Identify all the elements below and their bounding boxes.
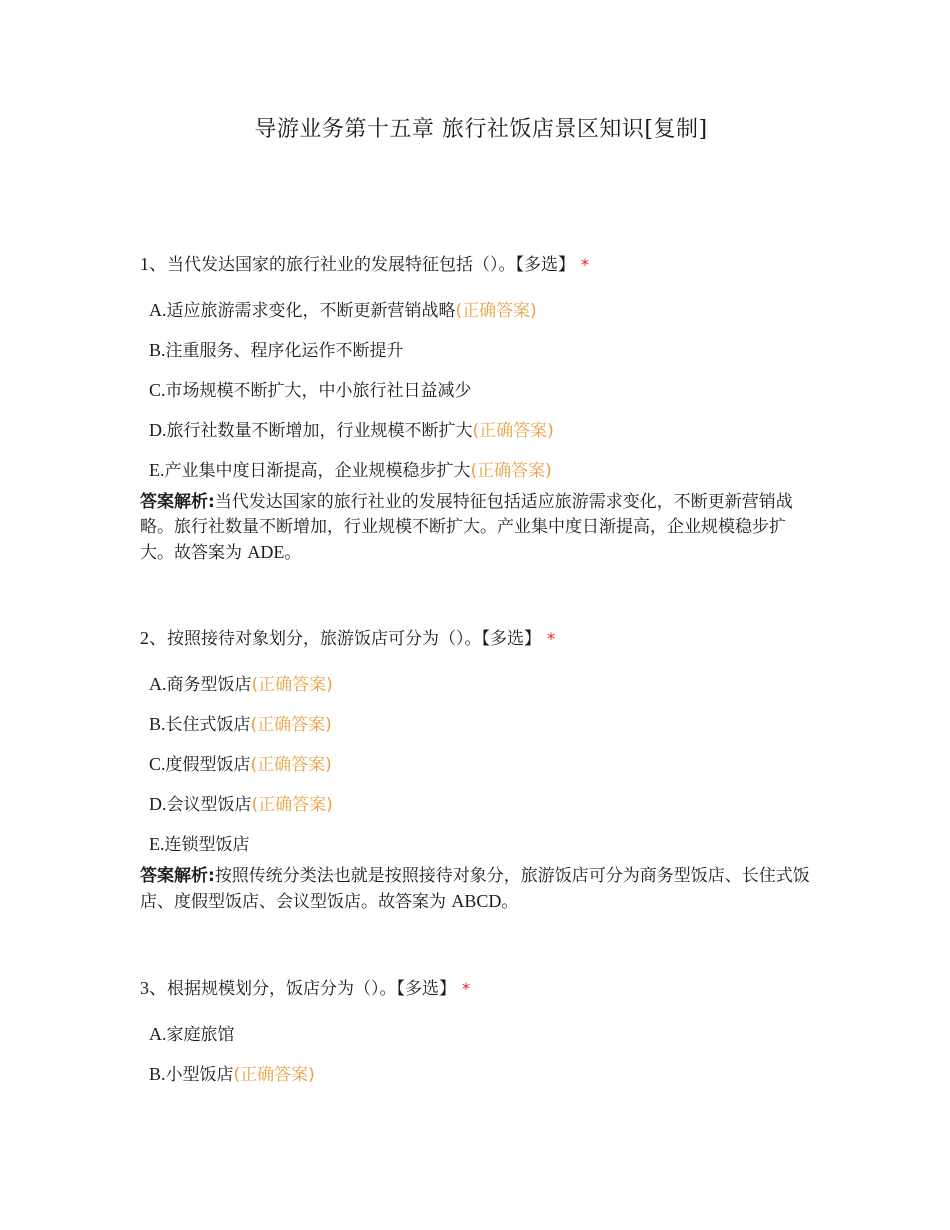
option-b [149, 338, 820, 362]
correct-answer-tag: (正确答案) [250, 755, 332, 775]
option-list [140, 1022, 820, 1086]
option-b [149, 712, 820, 736]
option-text: 长住式饭店 [165, 715, 251, 735]
option-e [149, 832, 820, 856]
option-e [149, 458, 820, 482]
correct-answer-tag: (正确答案) [470, 461, 552, 481]
option-text: 连锁型饭店 [164, 835, 250, 855]
document-title: 导游业务第十五章 旅行社饭店景区知识[复制] [254, 117, 708, 142]
correct-answer-tag: (正确答案) [455, 301, 537, 321]
question-number: 2、 [140, 628, 167, 648]
required-asterisk: * [581, 255, 589, 274]
option-letter: B. [149, 340, 166, 360]
correct-answer-tag: (正确答案) [250, 715, 332, 735]
option-list [140, 298, 820, 482]
question-number: 3、 [140, 978, 167, 998]
answer-analysis [140, 864, 815, 915]
option-letter: B. [149, 714, 166, 734]
option-letter: B. [149, 1064, 166, 1084]
option-letter: A. [149, 674, 167, 694]
required-asterisk: * [547, 629, 555, 648]
analysis-end: 。 [501, 892, 519, 912]
correct-answer-tag: (正确答案) [251, 675, 333, 695]
option-letter: D. [149, 420, 167, 440]
question-title [140, 976, 820, 1000]
option-a [149, 1022, 820, 1046]
question-number: 1、 [140, 254, 167, 274]
option-text: 家庭旅馆 [166, 1025, 235, 1045]
correct-answer-tag: (正确答案) [233, 1065, 315, 1085]
option-text: 会议型饭店 [166, 795, 252, 815]
analysis-text: 当代发达国家的旅行社业的发展特征包括适应旅游需求变化，不断更新营销战略。旅行社数量不断增加，行业规模不断扩大。产业集中度日渐提高，企业规模稳步扩大。故答案为 [140, 492, 793, 563]
correct-answer-tag: (正确答案) [251, 795, 333, 815]
answer-analysis [140, 490, 815, 566]
option-letter: D. [149, 794, 167, 814]
option-text: 产业集中度日渐提高，企业规模稳步扩大 [164, 461, 471, 481]
option-c [149, 752, 820, 776]
analysis-answer: ADE [247, 542, 285, 562]
option-d [149, 792, 820, 816]
analysis-text: 按照传统分类法也就是按照接待对象分，旅游饭店可分为商务型饭店、长住式饭店、度假型饭店、会议型饭店。故答案为 [140, 866, 810, 912]
option-b [149, 1062, 820, 1086]
option-text: 注重服务、程序化运作不断提升 [165, 341, 404, 361]
option-a [149, 298, 820, 322]
question-title [140, 252, 820, 276]
question-text: 按照接待对象划分，旅游饭店可分为（）。【多选】 [167, 629, 541, 649]
option-letter: C. [149, 380, 166, 400]
option-letter: A. [149, 1024, 167, 1044]
option-d [149, 418, 820, 442]
question-text: 当代发达国家的旅行社业的发展特征包括（）。【多选】 [167, 255, 575, 275]
question-1 [140, 252, 820, 566]
option-text: 适应旅游需求变化，不断更新营销战略 [166, 301, 456, 321]
option-list [140, 672, 820, 856]
question-3 [140, 976, 820, 1102]
option-text: 小型饭店 [165, 1065, 234, 1085]
correct-answer-tag: (正确答案) [472, 421, 554, 441]
analysis-label: 答案解析: [140, 866, 215, 886]
analysis-end: 。 [284, 543, 302, 563]
analysis-answer: ABCD [451, 891, 502, 911]
option-text: 市场规模不断扩大，中小旅行社日益减少 [165, 381, 472, 401]
option-text: 旅行社数量不断增加，行业规模不断扩大 [166, 421, 473, 441]
question-text: 根据规模划分，饭店分为（）。【多选】 [167, 979, 456, 999]
option-letter: A. [149, 300, 167, 320]
required-asterisk: * [462, 979, 470, 998]
option-letter: E. [149, 834, 165, 854]
question-2 [140, 626, 820, 915]
analysis-label: 答案解析: [140, 492, 215, 512]
question-title [140, 626, 820, 650]
option-text: 度假型饭店 [165, 755, 251, 775]
option-text: 商务型饭店 [166, 675, 252, 695]
option-letter: C. [149, 754, 166, 774]
option-c [149, 378, 820, 402]
option-letter: E. [149, 460, 165, 480]
option-a [149, 672, 820, 696]
